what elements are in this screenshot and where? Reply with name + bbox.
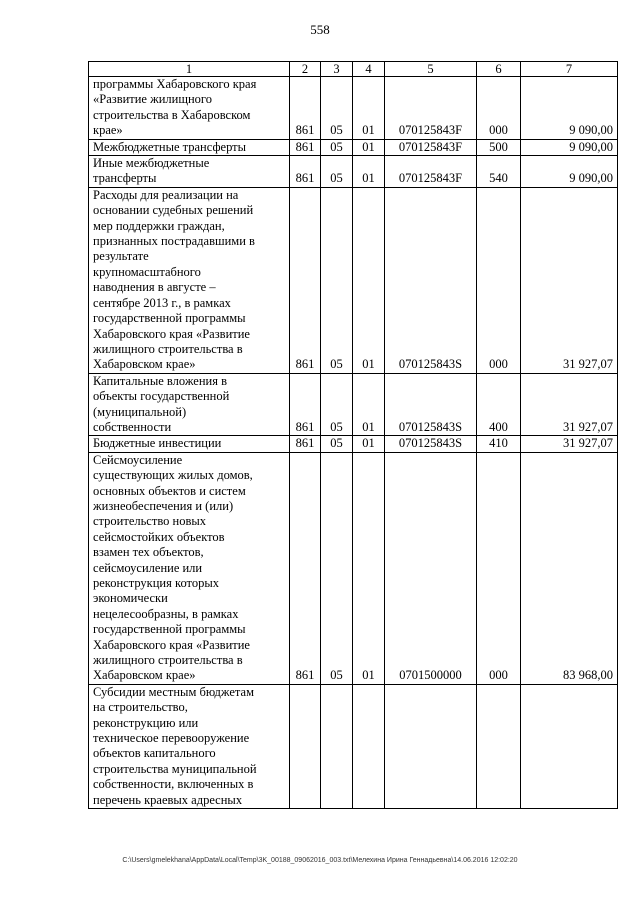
description-line: строительство новых bbox=[93, 514, 206, 529]
description-line: на строительство, bbox=[93, 700, 188, 715]
description-line: сейсмоусиление или bbox=[93, 560, 203, 575]
cell-col-6: 540 bbox=[477, 156, 521, 188]
column-header-1: 1 bbox=[89, 62, 290, 77]
cell-col-6: 000 bbox=[477, 77, 521, 140]
cell-col-2: 861 bbox=[290, 452, 321, 684]
description-line: жилищного строительства в bbox=[93, 653, 243, 668]
description-line: основании судебных решений bbox=[93, 203, 254, 218]
table-header-row bbox=[89, 62, 618, 77]
description-line: мер поддержки граждан, bbox=[93, 218, 225, 233]
cell-col-7: 31 927,07 bbox=[521, 187, 618, 373]
row-description bbox=[89, 436, 290, 452]
row-description bbox=[89, 77, 290, 140]
row-description bbox=[89, 684, 290, 808]
description-line: Хабаровском крае» bbox=[93, 357, 196, 372]
cell-col-2: 861 bbox=[290, 139, 321, 155]
description-line: объектов капитального bbox=[93, 746, 216, 761]
cell-col-3: 05 bbox=[321, 77, 353, 140]
cell-col-7: 31 927,07 bbox=[521, 436, 618, 452]
description-line: «Развитие жилищного bbox=[93, 92, 212, 107]
cell-col-3: 05 bbox=[321, 156, 353, 188]
description-line: Иные межбюджетные bbox=[93, 156, 210, 171]
description-line: объекты государственной bbox=[93, 389, 230, 404]
table-row bbox=[89, 187, 618, 373]
table-row bbox=[89, 684, 618, 808]
budget-table bbox=[88, 61, 618, 809]
table-row bbox=[89, 452, 618, 684]
row-description bbox=[89, 156, 290, 188]
description-line: жилищного строительства в bbox=[93, 341, 243, 356]
cell-col-5: 070125843S bbox=[385, 187, 477, 373]
cell-col-2: 861 bbox=[290, 156, 321, 188]
cell-col-2: 861 bbox=[290, 77, 321, 140]
table-row bbox=[89, 436, 618, 452]
cell-col-7: 83 968,00 bbox=[521, 452, 618, 684]
description-line: наводнения в августе – bbox=[93, 280, 216, 295]
description-line: крупномасштабного bbox=[93, 264, 201, 279]
description-line: взамен тех объектов, bbox=[93, 545, 204, 560]
description-line: Межбюджетные трансферты bbox=[93, 139, 247, 154]
cell-col-3: 05 bbox=[321, 187, 353, 373]
description-line: Капитальные вложения в bbox=[93, 373, 227, 388]
cell-col-5: 070125843F bbox=[385, 139, 477, 155]
cell-col-4: 01 bbox=[353, 156, 385, 188]
description-line: Сейсмоусиление bbox=[93, 452, 183, 467]
description-line: перечень краевых адресных bbox=[93, 792, 243, 807]
cell-col-6: 410 bbox=[477, 436, 521, 452]
cell-col-5: 070125843F bbox=[385, 156, 477, 188]
description-line: жизнеобеспечения и (или) bbox=[93, 498, 234, 513]
cell-col-2: 861 bbox=[290, 373, 321, 436]
page-number: 558 bbox=[310, 22, 330, 37]
cell-col-6 bbox=[477, 684, 521, 808]
cell-col-7: 9 090,00 bbox=[521, 77, 618, 140]
description-line: программы Хабаровского края bbox=[93, 77, 257, 91]
table-row bbox=[89, 77, 618, 140]
description-line: Расходы для реализации на bbox=[93, 187, 239, 202]
table-row bbox=[89, 373, 618, 436]
description-line: государственной программы bbox=[93, 311, 246, 326]
cell-col-4: 01 bbox=[353, 77, 385, 140]
description-line: крае» bbox=[93, 123, 123, 138]
description-line: нецелесообразны, в рамках bbox=[93, 606, 239, 621]
cell-col-7 bbox=[521, 684, 618, 808]
cell-col-4 bbox=[353, 684, 385, 808]
table-row bbox=[89, 139, 618, 155]
cell-col-2 bbox=[290, 684, 321, 808]
cell-col-4: 01 bbox=[353, 373, 385, 436]
cell-col-5: 0701500000 bbox=[385, 452, 477, 684]
cell-col-4: 01 bbox=[353, 436, 385, 452]
cell-col-7: 31 927,07 bbox=[521, 373, 618, 436]
row-description bbox=[89, 373, 290, 436]
cell-col-3: 05 bbox=[321, 139, 353, 155]
cell-col-2: 861 bbox=[290, 187, 321, 373]
description-line: Субсидии местным бюджетам bbox=[93, 684, 254, 699]
description-line: основных объектов и систем bbox=[93, 483, 246, 498]
cell-col-2: 861 bbox=[290, 436, 321, 452]
cell-col-7: 9 090,00 bbox=[521, 139, 618, 155]
column-header-3: 3 bbox=[321, 62, 353, 77]
description-line: признанных пострадавшими в bbox=[93, 234, 255, 249]
cell-col-5 bbox=[385, 684, 477, 808]
cell-col-4: 01 bbox=[353, 187, 385, 373]
column-header-2: 2 bbox=[290, 62, 321, 77]
description-line: реконструкция которых bbox=[93, 576, 219, 590]
description-line: сентябре 2013 г., в рамках bbox=[93, 295, 231, 310]
column-header-7: 7 bbox=[521, 62, 618, 77]
row-description bbox=[89, 187, 290, 373]
description-line: государственной программы bbox=[93, 622, 246, 637]
description-line: экономически bbox=[93, 591, 168, 606]
description-line: Хабаровском крае» bbox=[93, 668, 196, 683]
cell-col-3: 05 bbox=[321, 373, 353, 436]
cell-col-3: 05 bbox=[321, 436, 353, 452]
column-header-5: 5 bbox=[385, 62, 477, 77]
description-line: результате bbox=[93, 249, 149, 264]
column-header-4: 4 bbox=[353, 62, 385, 77]
cell-col-6: 500 bbox=[477, 139, 521, 155]
table-row bbox=[89, 156, 618, 188]
description-line: собственности bbox=[93, 419, 172, 434]
column-header-6: 6 bbox=[477, 62, 521, 77]
row-description bbox=[89, 139, 290, 155]
cell-col-7: 9 090,00 bbox=[521, 156, 618, 188]
cell-col-5: 070125843S bbox=[385, 373, 477, 436]
description-line: сейсмостойких объектов bbox=[93, 529, 225, 544]
description-line: Хабаровского края «Развитие bbox=[93, 326, 250, 341]
cell-col-4: 01 bbox=[353, 452, 385, 684]
description-line: существующих жилых домов, bbox=[93, 468, 253, 483]
cell-col-3: 05 bbox=[321, 452, 353, 684]
description-line: строительства в Хабаровском bbox=[93, 107, 251, 122]
row-description bbox=[89, 452, 290, 684]
description-line: собственности, включенных в bbox=[93, 777, 254, 792]
cell-col-6: 000 bbox=[477, 187, 521, 373]
description-line: строительства муниципальной bbox=[93, 761, 257, 776]
description-line: Хабаровского края «Развитие bbox=[93, 637, 250, 652]
description-line: реконструкцию или bbox=[93, 715, 199, 730]
description-line: Бюджетные инвестиции bbox=[93, 436, 222, 451]
description-line: трансферты bbox=[93, 171, 157, 186]
cell-col-6: 400 bbox=[477, 373, 521, 436]
cell-col-5: 070125843F bbox=[385, 77, 477, 140]
file-path-footer: C:\Users\gmelekhana\AppData\Local\Temp\3K_00188_09062016_003.txt\Мелехина Ирина Геннадьевна\14.06.2016 12:02:20 bbox=[122, 857, 518, 864]
cell-col-6: 000 bbox=[477, 452, 521, 684]
cell-col-3 bbox=[321, 684, 353, 808]
description-line: (муниципальной) bbox=[93, 404, 187, 419]
cell-col-4: 01 bbox=[353, 139, 385, 155]
description-line: техническое перевооружение bbox=[93, 731, 250, 746]
cell-col-5: 070125843S bbox=[385, 436, 477, 452]
